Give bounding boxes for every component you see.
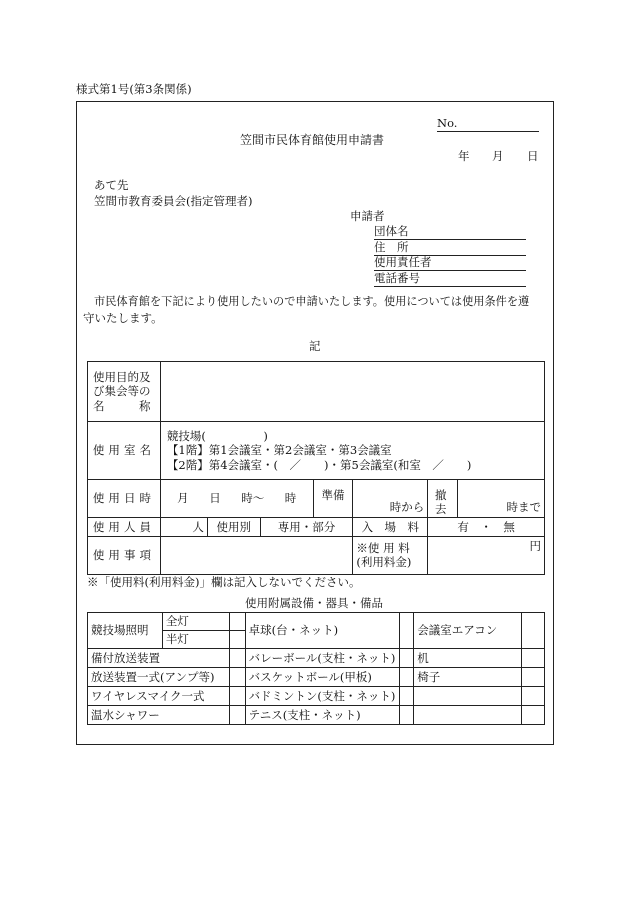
equipment-tennis: テニス(支柱・ネット): [245, 706, 400, 725]
equipment-pa-set: 放送装置一式(アンプ等): [88, 668, 230, 687]
date-year: 年: [458, 149, 470, 163]
body-text-line1: 市民体育館を下記により使用したいので申請いたします。使用については使用条件を遵: [94, 295, 530, 308]
prep-label: 準備: [313, 480, 353, 518]
ki-label: 記: [309, 339, 321, 353]
equipment-chair-check[interactable]: [522, 668, 545, 687]
fee-note: ※「使用料(利用料金)」欄は記入しないでください。: [87, 575, 361, 589]
room-label: 使用室名: [88, 422, 161, 480]
purpose-row: [88, 362, 545, 422]
form-number: 様式第1号(第3条関係): [76, 82, 192, 96]
date-month: 月: [492, 149, 504, 163]
items-label: 使用事項: [88, 536, 161, 574]
equipment-tennis-check[interactable]: [400, 706, 414, 725]
entry-fee-label: 入 場 料: [353, 517, 428, 536]
equipment-desk-check[interactable]: [522, 649, 545, 668]
equipment-volleyball-check[interactable]: [400, 649, 414, 668]
lighting-half-check[interactable]: [229, 631, 245, 649]
lighting-label: 競技場照明: [88, 613, 163, 649]
people-row: [88, 517, 545, 536]
equipment-badminton-check[interactable]: [400, 687, 414, 706]
equipment-basketball-check[interactable]: [400, 668, 414, 687]
equipment-basketball: バスケットボール(甲板): [245, 668, 400, 687]
body-text-line2: 守いたします。: [83, 311, 163, 325]
equipment-badminton: バドミントン(支柱・ネット): [245, 687, 400, 706]
equipment-wireless-mic: ワイヤレスマイク一式: [88, 687, 230, 706]
people-label: 使用人員: [88, 517, 161, 536]
people-input[interactable]: 人: [160, 517, 207, 536]
applicant-address-field[interactable]: 住 所: [374, 242, 526, 256]
applicant-group-field[interactable]: 団体名: [374, 226, 526, 240]
equipment-chair: 椅子: [414, 668, 522, 687]
date-input[interactable]: 月 日 時～ 時: [160, 480, 313, 518]
room-row: [88, 422, 545, 480]
equipment-row-5: [88, 687, 545, 706]
fee-input[interactable]: 円: [428, 536, 545, 574]
equipment-volleyball: バレーボール(支柱・ネット): [245, 649, 400, 668]
addressee-name: 笠間市教育委員会(指定管理者): [94, 194, 253, 208]
number-field[interactable]: No.: [437, 118, 539, 132]
form-title: 笠間市民体育館使用申請書: [240, 133, 385, 147]
application-table: [87, 361, 545, 575]
date-day: 日: [527, 149, 539, 163]
date-label: 使用日時: [88, 480, 161, 518]
equipment-builtin-pa: 備付放送装置: [88, 649, 230, 668]
prep-input[interactable]: 時から: [353, 480, 428, 518]
equipment-row-3: [88, 649, 545, 668]
equipment-empty-2-check[interactable]: [522, 706, 545, 725]
entry-fee-value[interactable]: 有 ・ 無: [428, 517, 545, 536]
usage-type-value[interactable]: 専用・部分: [260, 517, 353, 536]
items-input[interactable]: [160, 536, 353, 574]
fee-label: ※使 用 料 (利用料金): [353, 536, 428, 574]
equipment-shower-check[interactable]: [229, 706, 245, 725]
removal-input[interactable]: 時まで: [458, 480, 545, 518]
equipment-row-6: [88, 706, 545, 725]
purpose-input[interactable]: [160, 362, 544, 422]
room-options[interactable]: 競技場( ) 【1階】第1会議室・第2会議室・第3会議室 【2階】第4会議室・( ／ )・第5会議室(和室 ／ ): [160, 422, 544, 480]
equipment-empty-1-check[interactable]: [522, 687, 545, 706]
equipment-row-1: [88, 613, 545, 631]
equipment-aircon: 会議室エアコン: [414, 613, 522, 649]
equipment-desk: 机: [414, 649, 522, 668]
equipment-aircon-check[interactable]: [522, 613, 545, 649]
equipment-shower: 温水シャワー: [88, 706, 230, 725]
removal-label: 撤去: [428, 480, 458, 518]
equipment-table-tennis: 卓球(台・ネット): [245, 613, 400, 649]
equipment-row-4: [88, 668, 545, 687]
equipment-pa-set-check[interactable]: [229, 668, 245, 687]
lighting-full: 全灯: [162, 613, 229, 631]
equipment-empty-1: [414, 687, 522, 706]
lighting-full-check[interactable]: [229, 613, 245, 631]
applicant-responsible-field[interactable]: 使用責任者: [374, 257, 526, 271]
applicant-label: 申請者: [350, 209, 385, 223]
equipment-wireless-mic-check[interactable]: [229, 687, 245, 706]
equipment-table-tennis-check[interactable]: [400, 613, 414, 649]
usage-type-label: 使用別: [207, 517, 260, 536]
equipment-empty-2: [414, 706, 522, 725]
purpose-label: 使用目的及 び集会等の 名 称: [88, 362, 161, 422]
equipment-title: 使用附属設備・器具・備品: [245, 596, 383, 610]
lighting-half: 半灯: [162, 631, 229, 649]
equipment-builtin-pa-check[interactable]: [229, 649, 245, 668]
items-row: [88, 536, 545, 574]
equipment-table: [87, 612, 545, 725]
date-row: [88, 480, 545, 518]
applicant-phone-field[interactable]: 電話番号: [374, 273, 526, 287]
addressee-prefix: あて先: [94, 178, 129, 192]
